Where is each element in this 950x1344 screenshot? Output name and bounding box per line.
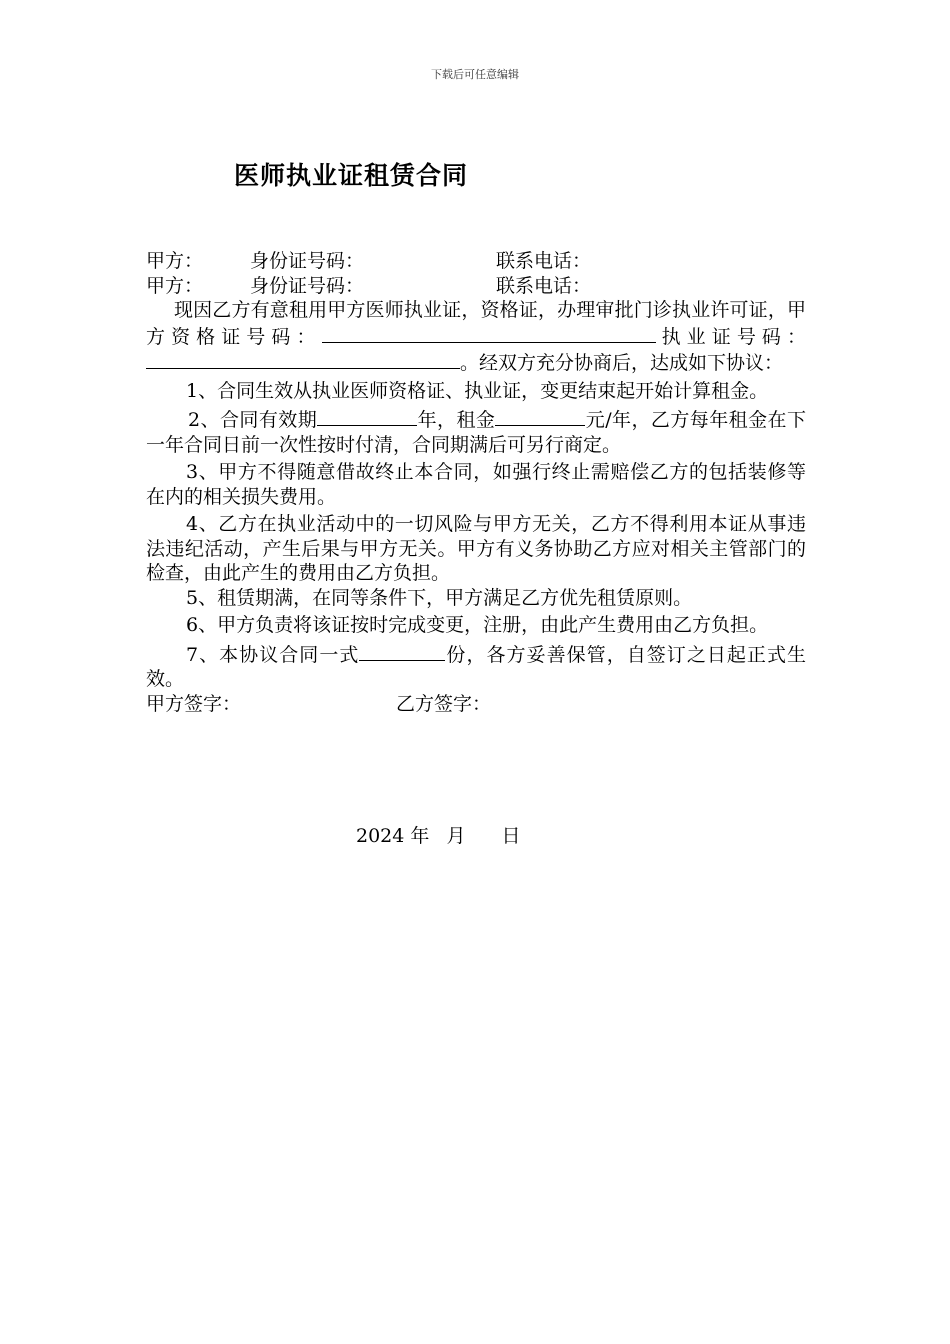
clause-3: 3、甲方不得随意借故终止本合同，如强行终止需赔偿乙方的包括装修等在内的相关损失费用。	[146, 461, 806, 508]
clause-4: 4、乙方在执业活动中的一切风险与甲方无关，乙方不得利用本证从事违法违纪活动，产生后果与甲方无关。甲方有义务协助乙方应对相关主管部门的检查，由此产生的费用由乙方负担。	[146, 513, 806, 584]
rent-amount-blank[interactable]	[495, 406, 585, 426]
clause-2-text-c: 元/年，乙方每年租金在下一年合同日前一次性按时付清，合同期满后可另行商定。	[146, 409, 806, 456]
clause-1: 1、合同生效从执业医师资格证、执业证，变更结束起开始计算租金。	[186, 379, 769, 402]
clause-2	[146, 406, 806, 457]
qualification-number-blank[interactable]	[322, 323, 656, 343]
party-a-info-line	[146, 249, 806, 274]
date-year: 2024	[356, 825, 405, 847]
clause-7	[146, 641, 806, 692]
intro-paragraph	[146, 298, 806, 376]
clause-7-text-b: 份，各方妥善保管，自签订之日起正式生效。	[146, 643, 806, 690]
clause-6: 6、甲方负责将该证按时完成变更，注册，由此产生费用由乙方负担。	[186, 614, 769, 636]
party-a-label: 甲方：	[146, 250, 204, 272]
party-b-id-label: 身份证号码：	[250, 274, 365, 297]
copies-count-blank[interactable]	[359, 641, 445, 661]
party-a-signature-label: 甲方签字：	[146, 692, 242, 715]
signature-line	[146, 692, 806, 717]
party-b-phone-label: 联系电话：	[496, 274, 592, 297]
clause-7-text-a: 7、本协议合同一式	[186, 643, 360, 666]
clause-2-text-b: 年，租金	[417, 409, 496, 431]
license-number-blank[interactable]	[146, 349, 460, 369]
contract-term-blank[interactable]	[317, 406, 417, 426]
date-month-unit: 月	[446, 825, 466, 847]
party-b-label: 甲方：	[146, 274, 204, 297]
clause-2-text-a: 2、合同有效期	[188, 409, 318, 431]
date-year-unit: 年	[410, 825, 430, 847]
party-b-signature-label: 乙方签字：	[396, 692, 492, 715]
date-line	[356, 821, 521, 848]
intro-text-2: 执业证号码：	[655, 325, 806, 348]
clause-5: 5、租赁期满，在同等条件下，甲方满足乙方优先租赁原则。	[186, 586, 693, 609]
party-b-info-line	[146, 274, 806, 299]
party-a-phone-label: 联系电话：	[496, 250, 592, 272]
document-title: 医师执业证租赁合同	[234, 161, 469, 190]
date-day-unit: 日	[501, 825, 521, 847]
intro-text-1: 现因乙方有意租用甲方医师执业证，资格证，办理审批门诊执业许可证，甲方资格证号码：	[146, 299, 806, 348]
contract-body	[146, 249, 806, 716]
intro-text-3: 。经双方充分协商后，达成如下协议：	[460, 352, 784, 374]
party-a-id-label: 身份证号码：	[250, 250, 365, 272]
header-note: 下载后可任意编辑	[431, 68, 519, 81]
